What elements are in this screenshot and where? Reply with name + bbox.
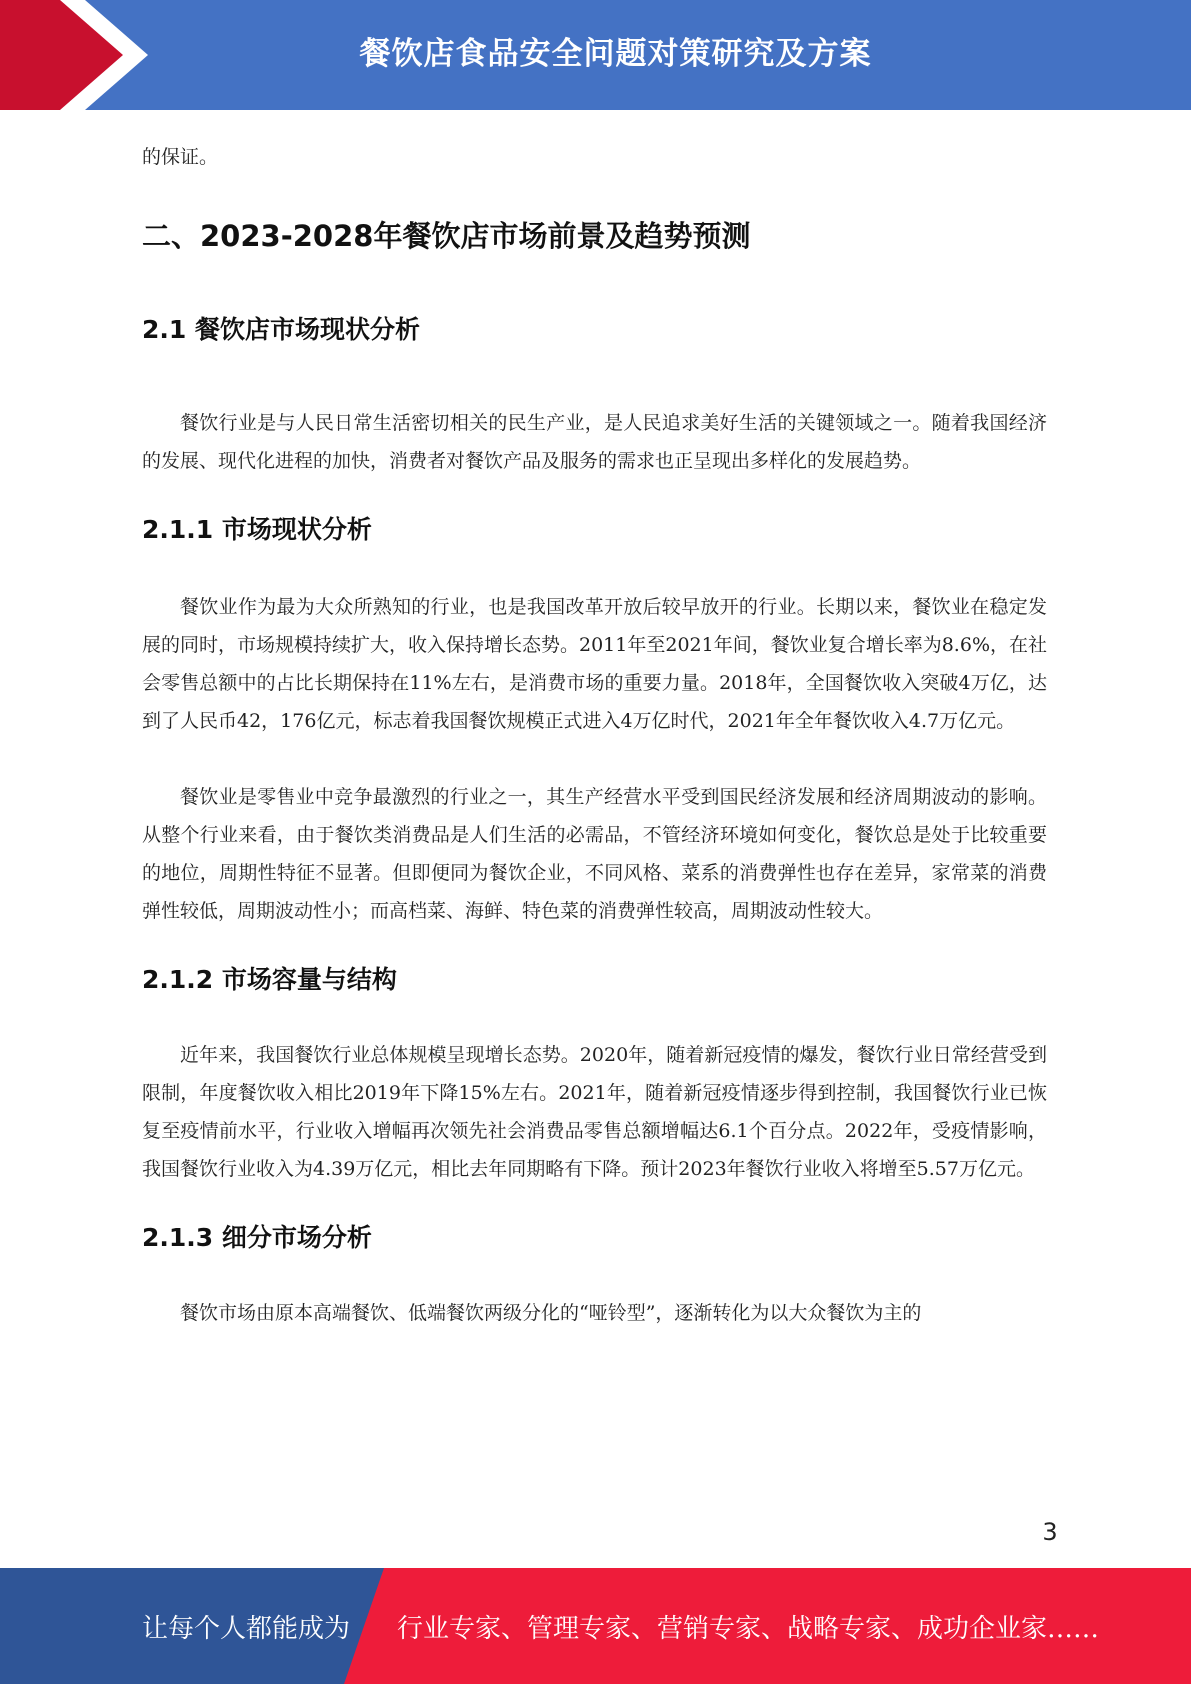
heading-2-1-1: 2.1.1 市场现状分析 (142, 515, 372, 544)
heading-2-1-3: 2.1.3 细分市场分析 (142, 1223, 372, 1252)
section-title: 二、2023-2028年餐饮店市场前景及趋势预测 (142, 219, 751, 253)
footer-slogan-right: 行业专家、管理专家、营销专家、战略专家、成功企业家…… (397, 1613, 1100, 1644)
paragraph-2-1-2: 近年来，我国餐饮行业总体规模呈现增长态势。2020年，随着新冠疫情的爆发，餐饮行业日常经营受到限制，年度餐饮收入相比2019年下降15%左右。2021年，随着新冠疫情逐步得到控制，我国餐饮行业已恢复至疫情前水平，行业收入增幅再次领先社会消费品零售总额增幅达6.1个百分点。2022年，受疫情影响，我国餐饮行业收入为4.39万亿元，相比去年同期略有下降。预计2023年餐饮行业收入将增至5.57万亿元。 (142, 1044, 1047, 1180)
paragraph-2-1-1-b: 餐饮业是零售业中竞争最激烈的行业之一，其生产经营水平受到国民经济发展和经济周期波动的影响。从整个行业来看，由于餐饮类消费品是人们生活的必需品，不管经济环境如何变化，餐饮总是处于比较重要的地位，周期性特征不显著。但即便同为餐饮企业，不同风格、菜系的消费弹性也存在差异，家常菜的消费弹性较低，周期波动性小；而高档菜、海鲜、特色菜的消费弹性较高，周期波动性较大。 (142, 786, 1047, 922)
page-number: 3 (1042, 1518, 1058, 1546)
continued-text: 的保证。 (142, 146, 219, 168)
heading-2-1-2: 2.1.2 市场容量与结构 (142, 965, 397, 994)
paragraph-2-1-3: 餐饮市场由原本高端餐饮、低端餐饮两级分化的“哑铃型”，逐渐转化为以大众餐饮为主的 (180, 1302, 922, 1324)
paragraph-2-1-1-a: 餐饮业作为最为大众所熟知的行业，也是我国改革开放后较早放开的行业。长期以来，餐饮业在稳定发展的同时，市场规模持续扩大，收入保持增长态势。2011年至2021年间，餐饮业复合增长率为8.6%，在社会零售总额中的占比长期保持在11%左右，是消费市场的重要力量。2018年，全国餐饮收入突破4万亿，达到了人民币42，176亿元，标志着我国餐饮规模正式进入4万亿时代，2021年全年餐饮收入4.7万亿元。 (142, 596, 1047, 732)
paragraph-2-1: 餐饮行业是与人民日常生活密切相关的民生产业，是人民追求美好生活的关键领域之一。随着我国经济的发展、现代化进程的加快，消费者对餐饮产品及服务的需求也正呈现出多样化的发展趋势。 (142, 412, 1047, 472)
heading-2-1: 2.1 餐饮店市场现状分析 (142, 315, 420, 344)
page-header (0, 0, 1191, 110)
page-footer (0, 1568, 1191, 1684)
document-body (142, 110, 1047, 1332)
header-title: 餐饮店食品安全问题对策研究及方案 (359, 35, 872, 72)
footer-slogan-left: 让每个人都能成为 (142, 1613, 351, 1644)
